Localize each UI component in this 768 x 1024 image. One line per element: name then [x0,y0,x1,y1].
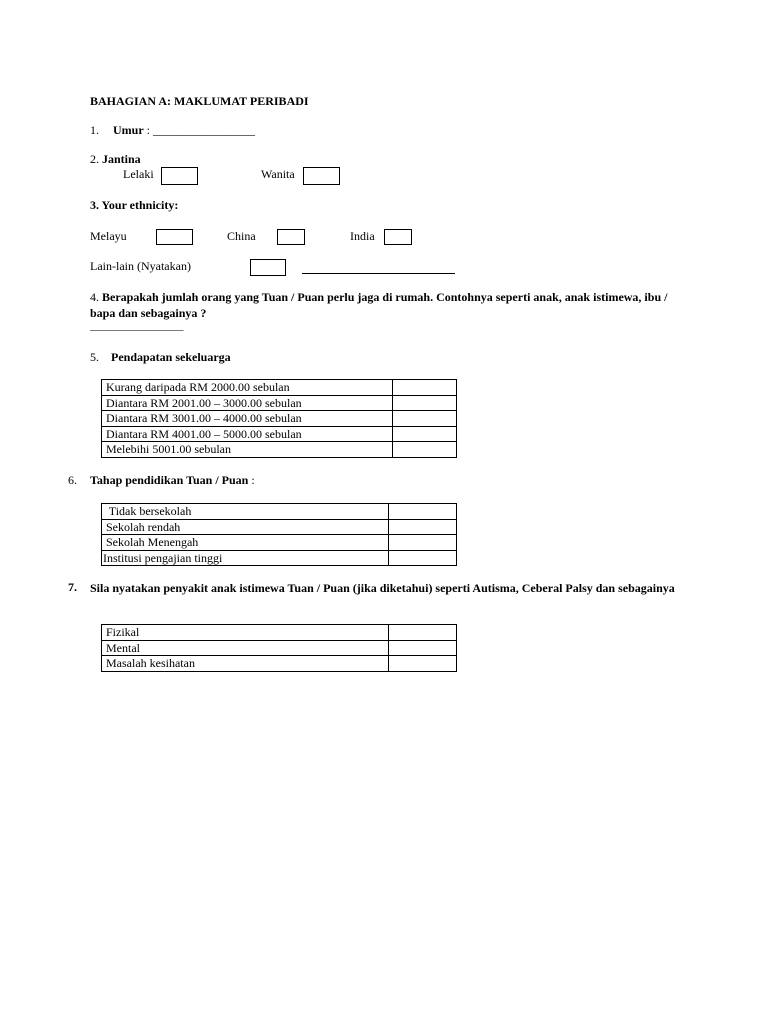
table-row [102,519,457,535]
education-option-label: Sekolah Menengah [102,535,389,551]
education-option-label: Institusi pengajian tinggi [102,550,389,566]
age-field[interactable]: _________________ [153,123,256,137]
ethnicity-melayu-label: Melayu [90,229,127,243]
ethnicity-china-label: China [227,229,256,243]
ethnicity-other-input[interactable] [302,273,455,274]
question-6-colon: : [251,473,255,487]
income-option-checkbox[interactable] [393,395,457,411]
question-3-label: 3. Your ethnicity: [90,198,179,212]
question-5-number: 5. [90,350,99,364]
question-4 [90,289,678,321]
ethnicity-other-checkbox[interactable] [250,259,286,276]
education-option-label: Tidak bersekolah [102,504,389,520]
question-1-colon: : [146,123,151,137]
education-option-checkbox[interactable] [389,519,457,535]
question-7-text: Sila nyatakan penyakit anak istimewa Tuan / Puan (jika diketahui) seperti Autisma, Ceberal Palsy dan sebagainya [90,581,675,595]
table-row [102,504,457,520]
condition-option-label: Mental [102,640,389,656]
question-6-number: 6. [68,473,77,487]
question-5 [90,350,231,365]
question-7-number: 7. [68,580,77,594]
table-row [102,442,457,458]
table-row [102,625,457,641]
education-option-checkbox[interactable] [389,504,457,520]
income-option-label: Diantara RM 4001.00 – 5000.00 sebulan [102,426,393,442]
education-table [101,503,457,566]
question-6-label: Tahap pendidikan Tuan / Puan [90,473,249,487]
gender-male-label: Lelaki [123,167,154,181]
caregiver-count-field[interactable]: _________________ [90,320,184,332]
condition-option-checkbox[interactable] [389,640,457,656]
table-row [102,535,457,551]
condition-table [101,624,457,672]
table-row [102,640,457,656]
question-2 [90,152,141,167]
income-option-checkbox[interactable] [393,411,457,427]
income-table [101,379,457,458]
question-1 [90,123,255,138]
question-2-number: 2. [90,152,99,166]
condition-option-checkbox[interactable] [389,656,457,672]
income-option-label: Kurang daripada RM 2000.00 sebulan [102,380,393,396]
question-2-label: Jantina [102,152,141,166]
table-row [102,411,457,427]
income-option-checkbox[interactable] [393,380,457,396]
gender-female-label: Wanita [261,167,295,181]
income-option-label: Diantara RM 2001.00 – 3000.00 sebulan [102,395,393,411]
income-option-label: Diantara RM 3001.00 – 4000.00 sebulan [102,411,393,427]
table-row [102,380,457,396]
condition-option-label: Masalah kesihatan [102,656,389,672]
condition-option-label: Fizikal [102,625,389,641]
question-4-number: 4. [90,290,99,304]
ethnicity-china-checkbox[interactable] [277,229,305,245]
question-1-label: Umur [113,123,144,137]
question-5-label: Pendapatan sekeluarga [111,350,231,364]
income-option-checkbox[interactable] [393,442,457,458]
ethnicity-other-label: Lain-lain (Nyatakan) [90,259,191,273]
table-row [102,426,457,442]
gender-male-checkbox[interactable] [161,167,198,185]
education-option-checkbox[interactable] [389,535,457,551]
question-1-number: 1. [90,123,99,137]
ethnicity-india-label: India [350,229,375,243]
income-option-checkbox[interactable] [393,426,457,442]
education-option-label: Sekolah rendah [102,519,389,535]
education-option-checkbox[interactable] [389,550,457,566]
income-option-label: Melebihi 5001.00 sebulan [102,442,393,458]
table-row [102,656,457,672]
ethnicity-melayu-checkbox[interactable] [156,229,193,245]
question-6 [90,473,255,488]
section-title: BAHAGIAN A: MAKLUMAT PERIBADI [90,94,309,108]
ethnicity-india-checkbox[interactable] [384,229,412,245]
gender-female-checkbox[interactable] [303,167,340,185]
table-row [102,395,457,411]
table-row [102,550,457,566]
condition-option-checkbox[interactable] [389,625,457,641]
question-4-text: Berapakah jumlah orang yang Tuan / Puan perlu jaga di rumah. Contohnya seperti anak, anak istimewa, ibu / bapa dan sebagainya ? [90,290,668,320]
